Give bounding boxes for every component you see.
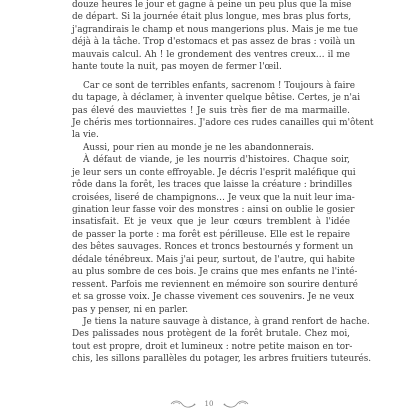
text-line: tout est propre, droit et lumineux : notre petite maison en tor-: [72, 341, 353, 352]
text-line: ressent. Parfois me reviennent en mémoire son sourire denturé: [72, 279, 358, 290]
text-line: douze heures le jour et gagne à peine un peu plus que la mise: [72, 0, 352, 10]
text-line: dédale ténébreux. Mais j'ai peur, surtout, de l'autre, qui habite: [72, 254, 355, 265]
text-line: des bêtes sauvages. Ronces et troncs bestournés y forment un: [72, 242, 354, 253]
text-line: de passer la porte : ma forêt est périlleuse. Elle est le repaire: [72, 229, 350, 240]
text-line: insatisfait. Et je veux que je leur cœurs tremblent à l'idée: [72, 217, 350, 228]
text-line: du tapage, à déclamer, à inventer quelque bêtise. Certes, je n'ai: [72, 93, 361, 104]
text-line: Des palissades nous protègent de la forêt brutale. Chez moi,: [72, 329, 350, 340]
text-line: hante toute la nuit, pas moyen de fermer l'œil.: [72, 62, 282, 73]
text-line: Je tiens la nature sauvage à distance, à grand renfort de hache.: [83, 316, 370, 327]
text-line: chis, les sillons parallèles du potager, les arbres fruitiers tuteurés.: [72, 354, 372, 365]
text-line: pas y penser, ni en parler.: [72, 304, 189, 315]
text-line: la vie.: [72, 130, 99, 141]
text-line: de départ. Si la journée était plus longue, mes bras plus forts,: [72, 12, 352, 23]
text-line: rôde dans la forêt, les traces que laisse la créature : brindilles: [72, 180, 353, 191]
text-line: pas élevé des mauviettes ! Je suis très fier de ma marmaille.: [72, 105, 350, 116]
text-line: gination leur fasse voir des monstres : ainsi on oublie le gosier: [72, 205, 355, 215]
text-line: déjà à la tâche. Trop d'estomacs et pas assez de bras : voilà un: [72, 37, 356, 48]
text-line: et sa grosse voix. Je chasse vivement ces souvenirs. Je ne veux: [72, 292, 355, 303]
text-line: croisées, liseré de champignons… Je veux que la nuit leur ima-: [72, 192, 355, 203]
text-line: Aussi, pour rien au monde je ne les abandonnerais.: [83, 142, 314, 153]
text-line: mauvais calcul. Ah ! le grondement des ventres creux… il me: [72, 49, 350, 60]
page-footer: [0, 398, 417, 414]
text-line: au plus sombre de ces bois. Je crains que mes enfants ne l'inté-: [72, 267, 358, 278]
text-line: Car ce sont de terribles enfants, sacrenom ! Toujours à faire: [83, 80, 355, 91]
text-line: je leur sers un conte effroyable. Je décris l'esprit maléfique qui: [72, 167, 356, 178]
body-text: [72, 0, 374, 366]
text-line: Je chéris mes tortionnaires. J'adore ces rudes canailles qui m'ôtent: [72, 117, 374, 128]
text-line: À défaut de viande, je les nourris d'histoires. Chaque soir,: [83, 155, 350, 166]
flourish-ornament-icon: [223, 398, 249, 410]
text-line: j'agrandirais le champ et nous mangerions plus. Mais je me tue: [72, 24, 359, 35]
page-number: 10: [204, 400, 214, 408]
flourish-ornament-icon: [170, 398, 196, 410]
